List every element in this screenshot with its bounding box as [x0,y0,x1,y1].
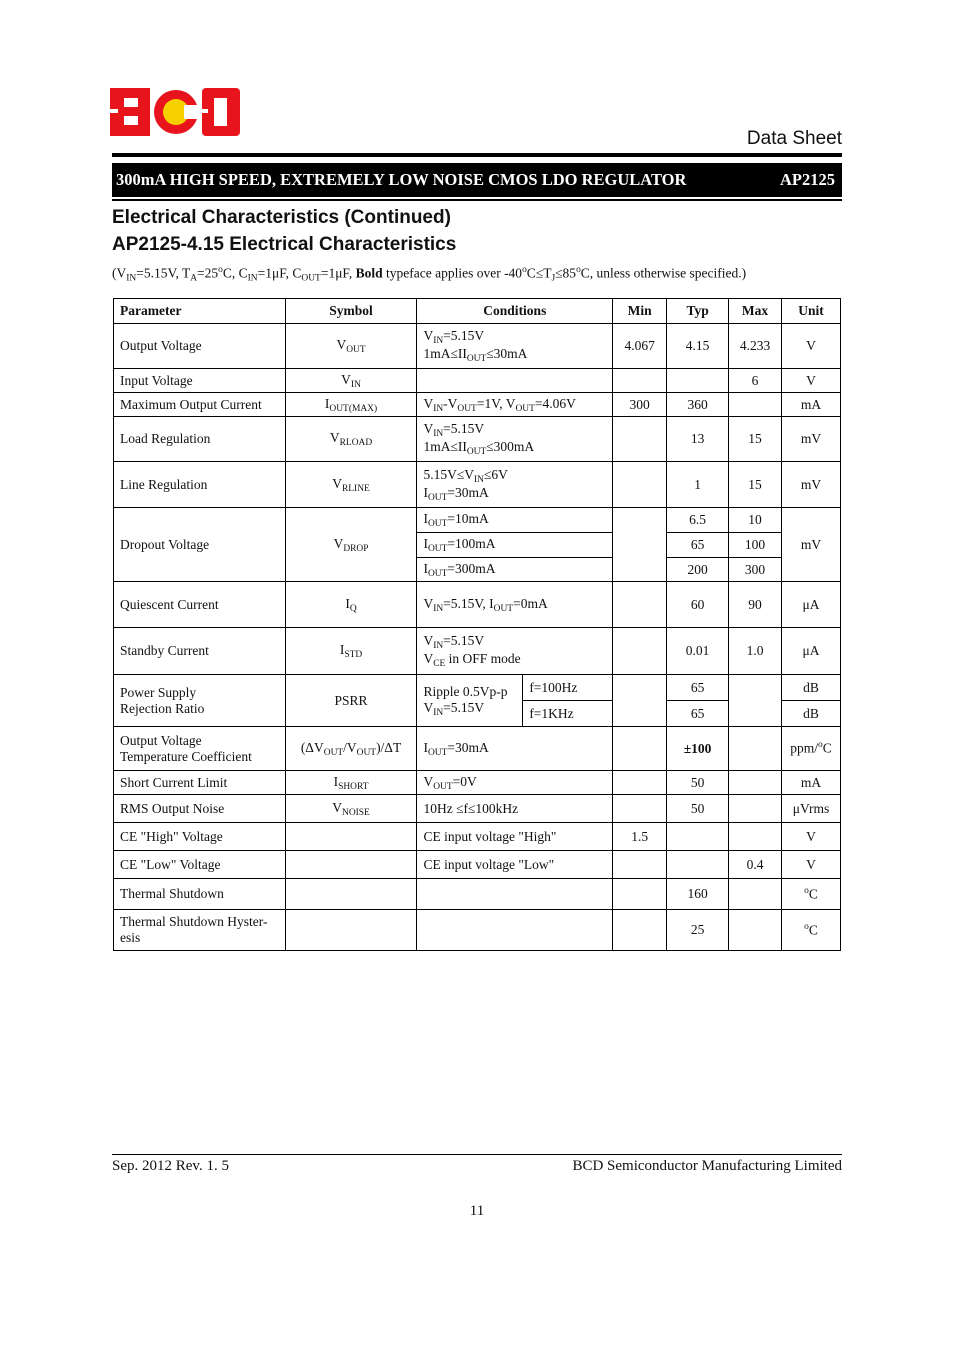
part-number: AP2125 [780,170,835,189]
page-number: 11 [469,1203,485,1219]
header-rule [112,153,842,157]
electrical-characteristics-table [113,298,841,951]
col-parameter: Parameter [114,299,286,324]
table-row: Power Supply Rejection Ratio PSRR Ripple 0.5Vp-p $V_{IN}=5.15V$ f=100Hz 65 dB [114,675,841,701]
table-row: Output Voltage Temperature Coefficient $(\Delta V_{OUT}/V_{OUT})/\Delta T$ $I_{OUT}=30mA$ ±100 ppm/$^o$C [114,727,841,771]
col-unit: Unit [782,299,841,324]
table-row: Dropout Voltage $V_{DROP}$ $I_{OUT}=10mA$ 6.5 10 mV [114,508,841,533]
subsection-heading: AP2125-4.15 Electrical Characteristics [112,234,457,255]
title-rule [112,199,842,201]
footer-date: Sep. 2012 Rev. 1. 5 [112,1158,229,1174]
col-symbol: Symbol [285,299,417,324]
table-row: Load Regulation $V_{RLOAD}$ $V_{IN}=5.15V$ $1mA\le II_{OUT}\le 300mA$ 13 15 mV [114,417,841,462]
table-row: Input Voltage $V_{IN}$ 6 V [114,369,841,393]
bcd-logo [110,88,240,136]
table-row: Quiescent Current $I_Q$ $V_{IN}=5.15V$, $I_{OUT}=0mA$ 60 90 μA [114,582,841,628]
data-sheet-label: Data Sheet [746,128,842,149]
table-row: Standby Current $I_{STD}$ $V_{IN}=5.15V$ $V_{CE}$ in OFF mode 0.01 1.0 μA [114,628,841,675]
table-row: Output Voltage $V_{OUT}$ $V_{IN}=5.15V$ $1mA\le II_{OUT}\le 30mA$ 4.067 4.15 4.233 V [114,324,841,369]
document-title: 300mA HIGH SPEED, EXTREMELY LOW NOISE CMOS LDO REGULATOR [116,170,687,189]
table-row: CE "High" Voltage CE input voltage "High" 1.5 V [114,823,841,851]
col-conditions: Conditions [417,299,613,324]
table-header-row [114,299,841,324]
table-row: Thermal Shutdown Hyster- esis 25 $^o$C [114,910,841,951]
title-bar [112,163,842,197]
section-heading: Electrical Characteristics (Continued) [112,207,451,228]
table-row: Line Regulation $V_{RLINE}$ $5.15V\le V_{IN}\le 6V$ $I_{OUT}=30mA$ 1 15 mV [114,462,841,508]
footer-company: BCD Semiconductor Manufacturing Limited [572,1158,842,1174]
footer-rule [112,1154,842,1155]
col-typ: Typ [667,299,729,324]
table-row: RMS Output Noise $V_{NOISE}$ 10Hz ≤f≤100kHz 50 μVrms [114,795,841,823]
table-row: CE "Low" Voltage CE input voltage "Low" 0.4 V [114,851,841,879]
test-conditions: ($V_{IN}=5.15V$, $T_A=25^oC$, $C_{IN}=1\mu F$, $C_{OUT}=1\mu F$, Bold typeface applies over $-40^oC\le T_J\le 85^oC$, unless otherwise specified.) [112,265,747,284]
table-row: Thermal Shutdown 160 $^o$C [114,879,841,910]
table-row: $I_{OUT}=100mA$ 65 100 [114,533,841,558]
table-row: Short Current Limit $I_{SHORT}$ $V_{OUT}=0V$ 50 mA [114,771,841,795]
table-row: Maximum Output Current $I_{OUT(MAX)}$ $V_{IN}-V_{OUT}=1V$, $V_{OUT}=4.06V$ 300 360 mA [114,393,841,417]
col-max: Max [729,299,782,324]
table-row: f=1KHz 65 dB [114,701,841,727]
table-row: $I_{OUT}=300mA$ 200 300 [114,558,841,582]
col-min: Min [613,299,667,324]
